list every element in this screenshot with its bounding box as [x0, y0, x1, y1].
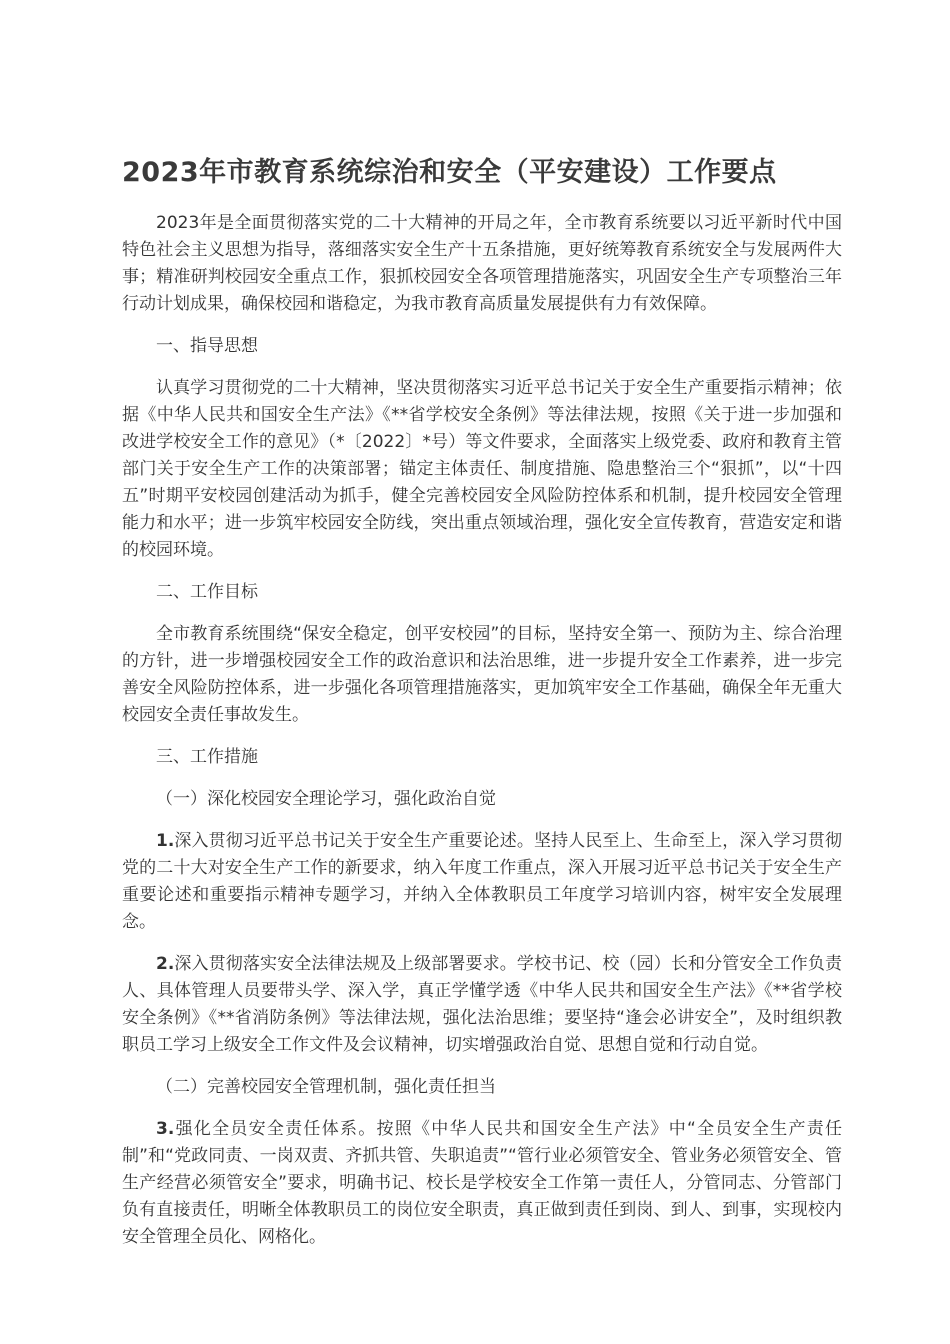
section-heading-work-goals: 二、工作目标	[156, 582, 258, 602]
subsection-heading-2: （二）完善校园安全管理机制，强化责任担当	[156, 1077, 496, 1097]
measure-item-1-number: 1.	[156, 831, 175, 851]
document-page	[122, 150, 842, 1266]
measure-item-3	[122, 1116, 842, 1251]
guiding-ideology-paragraph: 认真学习贯彻党的二十大精神，坚决贯彻落实习近平总书记关于安全生产重要指示精神；依据《中华人民共和国安全生产法》《**省学校安全条例》等法律法规，按照《关于进一步加强和改进学校安全工作的意见》（*〔2022〕*号）等文件要求，全面落实上级党委、政府和教育主管部门关于安全生产工作的决策部署；锚定主体责任、制度措施、隐患整治三个“狠抓”，以“十四五”时期平安校园创建活动为抓手，健全完善校园安全风险防控体系和机制，提升校园安全管理能力和水平；进一步筑牢校园安全防线，突出重点领域治理，强化安全宣传教育，营造安定和谐的校园环境。	[122, 378, 842, 560]
measure-item-1-text: 深入贯彻习近平总书记关于安全生产重要论述。坚持人民至上、生命至上，深入学习贯彻党的二十大对安全生产工作的新要求，纳入年度工作重点，深入开展习近平总书记关于安全生产重要论述和重要指示精神专题学习，并纳入全体教职员工年度学习培训内容，树牢安全发展理念。	[122, 831, 842, 932]
measure-item-2-number: 2.	[156, 954, 175, 974]
subsection-heading-1: （一）深化校园安全理论学习，强化政治自觉	[156, 789, 496, 809]
measure-item-2-text: 深入贯彻落实安全法律法规及上级部署要求。学校书记、校（园）长和分管安全工作负责人、具体管理人员要带头学、深入学，真正学懂学透《中华人民共和国安全生产法》《**省学校安全条例》《**省消防条例》等法律法规，强化法治思维；要坚持“逢会必讲安全”，及时组织教职员工学习上级安全工作文件及会议精神，切实增强政治自觉、思想自觉和行动自觉。	[122, 954, 842, 1055]
measure-item-3-number: 3.	[156, 1119, 175, 1139]
measure-item-1	[122, 828, 842, 936]
section-heading-guiding-ideology: 一、指导思想	[156, 336, 258, 356]
work-goals-paragraph: 全市教育系统围绕“保安全稳定，创平安校园”的目标，坚持安全第一、预防为主、综合治理的方针，进一步增强校园安全工作的政治意识和法治思维，进一步提升安全工作素养，进一步完善安全风险防控体系，进一步强化各项管理措施落实，更加筑牢安全工作基础，确保全年无重大校园安全责任事故发生。	[122, 624, 842, 725]
intro-paragraph: 2023年是全面贯彻落实党的二十大精神的开局之年，全市教育系统要以习近平新时代中国特色社会主义思想为指导，落细落实安全生产十五条措施，更好统筹教育系统安全与发展两件大事；精准研判校园安全重点工作，狠抓校园安全各项管理措施落实，巩固安全生产专项整治三年行动计划成果，确保校园和谐稳定，为我市教育高质量发展提供有力有效保障。	[122, 213, 842, 314]
section-heading-work-measures: 三、工作措施	[156, 747, 258, 767]
document-title: 2023年市教育系统综治和安全（平安建设）工作要点	[122, 157, 777, 188]
measure-item-2	[122, 951, 842, 1059]
measure-item-3-text: 强化全员安全责任体系。按照《中华人民共和国安全生产法》中“全员安全生产责任制”和“党政同责、一岗双责、齐抓共管、失职追责”“管行业必须管安全、管业务必须管安全、管生产经营必须管安全”要求，明确书记、校长是学校安全工作第一责任人，分管同志、分管部门负有直接责任，明晰全体教职员工的岗位安全职责，真正做到责任到岗、到人、到事，实现校内安全管理全员化、网格化。	[122, 1119, 842, 1247]
